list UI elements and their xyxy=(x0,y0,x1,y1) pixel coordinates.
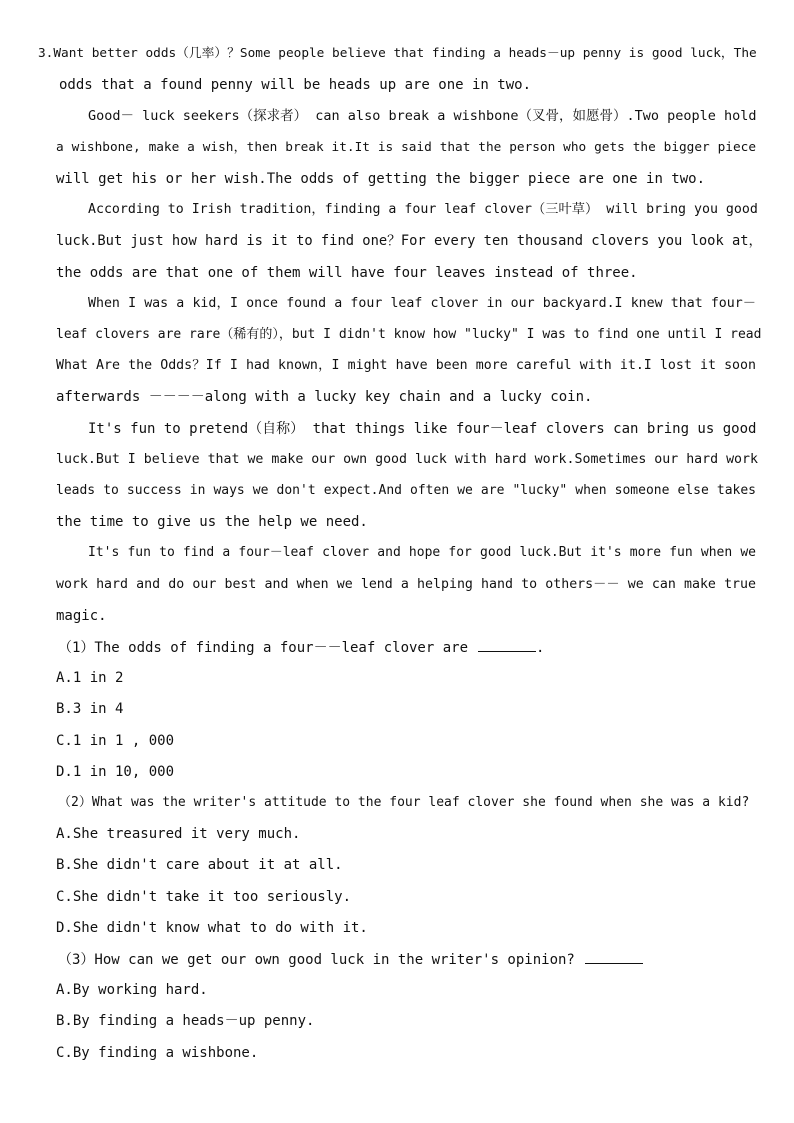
passage-line: will get his or her wish.The odds of getting the bigger piece are one in two. xyxy=(56,171,706,187)
option-b: B.She didn't care about it at all. xyxy=(56,857,343,873)
question-stem-text: （3）How can we get our own good luck in the writer's opinion? xyxy=(58,952,575,968)
passage-line: work hard and do our best and when we lend a helping hand to others－－ we can make true xyxy=(56,577,756,592)
passage-line: What Are the Odds？If I had known，I might have been more careful with it.I lost it soon xyxy=(56,358,756,373)
question-stem-text: （2）What was the writer's attitude to the four leaf clover she found when she was a kid? xyxy=(58,795,750,810)
passage-line: the time to give us the help we need. xyxy=(56,514,368,530)
passage-line: leaf clovers are rare（稀有的），but I didn't know how "lucky" I was to find one until I read xyxy=(56,327,762,342)
passage-line: a wishbone, make a wish，then break it.It is said that the person who gets the bigger piece xyxy=(56,140,756,155)
question-1-stem xyxy=(58,637,544,658)
option-a: A.1 in 2 xyxy=(56,670,124,686)
passage-line: 3.Want better odds（几率）？Some people believe that finding a heads－up penny is good luck，The xyxy=(38,46,757,61)
passage-line: odds that a found penny will be heads up are one in two. xyxy=(59,77,532,93)
option-d: D.She didn't know what to do with it. xyxy=(56,920,368,936)
passage-line: When I was a kid，I once found a four leaf clover in our backyard.I knew that four－ xyxy=(88,296,756,311)
question-2-stem xyxy=(58,793,749,813)
option-b: B.By finding a heads－up penny. xyxy=(56,1013,315,1029)
passage-line: afterwards －－－－along with a lucky key chain and a lucky coin. xyxy=(56,389,593,405)
option-b: B.3 in 4 xyxy=(56,701,124,717)
question-stem-tail: . xyxy=(536,640,545,656)
passage-line: According to Irish tradition，finding a four leaf clover（三叶草） will bring you good xyxy=(88,202,758,217)
option-c: C.By finding a wishbone. xyxy=(56,1045,259,1061)
answer-blank xyxy=(585,949,643,964)
option-a: A.By working hard. xyxy=(56,982,208,998)
option-a: A.She treasured it very much. xyxy=(56,826,301,842)
answer-blank xyxy=(478,637,536,652)
passage-line: luck.But just how hard is it to find one？For every ten thousand clovers you look at， xyxy=(56,233,763,249)
option-c: C.1 in 1 , 000 xyxy=(56,733,175,749)
passage-line: luck.But I believe that we make our own good luck with hard work.Sometimes our hard work xyxy=(56,452,758,467)
passage-line: magic. xyxy=(56,608,107,624)
passage-line: It's fun to pretend（自称） that things like four－leaf clovers can bring us good xyxy=(88,421,757,437)
question-3-stem xyxy=(58,949,643,970)
option-c: C.She didn't take it too seriously. xyxy=(56,889,352,905)
passage-line: It's fun to find a four－leaf clover and hope for good luck.But it's more fun when we xyxy=(88,545,756,560)
passage-line: the odds are that one of them will have four leaves instead of three. xyxy=(56,265,638,281)
question-stem-text: （1）The odds of finding a four－－leaf clover are xyxy=(58,640,469,656)
passage-line: Good－ luck seekers（探求者） can also break a wishbone（叉骨，如愿骨）.Two people hold xyxy=(88,108,757,124)
passage-line: leads to success in ways we don't expect.And often we are "lucky" when someone else takes xyxy=(56,483,756,498)
option-d: D.1 in 10, 000 xyxy=(56,764,175,780)
